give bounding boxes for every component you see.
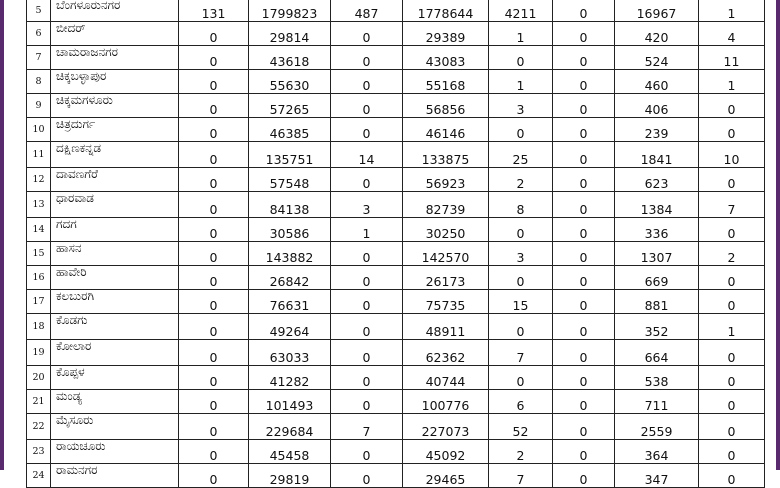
district-name-cell: ಧಾರವಾಡ [51,192,179,218]
value-cell-col-1: 0 [179,70,249,94]
serial-number-cell: 21 [27,390,51,414]
value-cell-col-4: 62362 [403,340,489,366]
serial-number-cell: 20 [27,366,51,390]
district-name-cell: ಮೈಸೂರು [51,414,179,440]
table-row [27,366,765,390]
value-cell-col-5: 7 [489,464,553,488]
value-cell-col-5: 4211 [489,0,553,22]
value-cell-col-2: 55630 [249,70,331,94]
value-cell-col-7: 16967 [615,0,699,22]
value-cell-col-7: 2559 [615,414,699,440]
value-cell-col-4: 133875 [403,142,489,168]
value-cell-col-6: 0 [553,266,615,290]
value-cell-col-2: 45458 [249,440,331,464]
district-name-cell: ಚಿತ್ರದುರ್ಗ [51,118,179,142]
value-cell-col-6: 0 [553,192,615,218]
value-cell-col-8: 2 [699,242,765,266]
value-cell-col-4: 227073 [403,414,489,440]
value-cell-col-5: 0 [489,218,553,242]
serial-number-cell: 23 [27,440,51,464]
value-cell-col-3: 7 [331,414,403,440]
value-cell-col-6: 0 [553,366,615,390]
value-cell-col-7: 623 [615,168,699,192]
serial-number-cell: 11 [27,142,51,168]
value-cell-col-7: 336 [615,218,699,242]
district-name-cell: ಕಲಬುರಗಿ [51,290,179,314]
table-row [27,414,765,440]
district-name-cell: ಕೊಪ್ಪಳ [51,366,179,390]
value-cell-col-5: 1 [489,22,553,46]
table-row [27,314,765,340]
value-cell-col-8: 7 [699,192,765,218]
value-cell-col-5: 3 [489,94,553,118]
value-cell-col-4: 56856 [403,94,489,118]
district-name-cell: ಕೋಲಾರ [51,340,179,366]
table-row [27,290,765,314]
value-cell-col-2: 63033 [249,340,331,366]
value-cell-col-2: 29819 [249,464,331,488]
value-cell-col-5: 25 [489,142,553,168]
value-cell-col-7: 364 [615,440,699,464]
district-name-cell: ಮಂಡ್ಯ [51,390,179,414]
serial-number-cell: 12 [27,168,51,192]
value-cell-col-6: 0 [553,168,615,192]
value-cell-col-4: 43083 [403,46,489,70]
value-cell-col-3: 0 [331,266,403,290]
value-cell-col-2: 46385 [249,118,331,142]
value-cell-col-3: 0 [331,46,403,70]
value-cell-col-8: 11 [699,46,765,70]
serial-number-cell: 15 [27,242,51,266]
district-name-cell: ದಕ್ಷಿಣಕನ್ನಡ [51,142,179,168]
value-cell-col-7: 538 [615,366,699,390]
value-cell-col-1: 0 [179,290,249,314]
value-cell-col-5: 0 [489,46,553,70]
value-cell-col-8: 0 [699,440,765,464]
value-cell-col-1: 0 [179,440,249,464]
value-cell-col-3: 487 [331,0,403,22]
serial-number-cell: 5 [27,0,51,22]
district-name-cell: ರಾಮನಗರ [51,464,179,488]
value-cell-col-8: 0 [699,290,765,314]
value-cell-col-2: 57548 [249,168,331,192]
table-row [27,94,765,118]
value-cell-col-2: 43618 [249,46,331,70]
value-cell-col-1: 0 [179,390,249,414]
page-frame-right [776,0,780,470]
value-cell-col-2: 29814 [249,22,331,46]
district-data-table [26,0,765,488]
value-cell-col-2: 143882 [249,242,331,266]
serial-number-cell: 7 [27,46,51,70]
value-cell-col-6: 0 [553,390,615,414]
serial-number-cell: 14 [27,218,51,242]
serial-number-cell: 6 [27,22,51,46]
value-cell-col-5: 2 [489,168,553,192]
value-cell-col-1: 0 [179,366,249,390]
value-cell-col-8: 0 [699,266,765,290]
value-cell-col-8: 0 [699,414,765,440]
value-cell-col-4: 82739 [403,192,489,218]
value-cell-col-8: 0 [699,218,765,242]
value-cell-col-7: 406 [615,94,699,118]
value-cell-col-8: 0 [699,366,765,390]
value-cell-col-7: 239 [615,118,699,142]
value-cell-col-2: 101493 [249,390,331,414]
value-cell-col-5: 0 [489,314,553,340]
value-cell-col-1: 0 [179,168,249,192]
district-name-cell: ಬೀದರ್ [51,22,179,46]
value-cell-col-8: 0 [699,464,765,488]
value-cell-col-7: 347 [615,464,699,488]
value-cell-col-6: 0 [553,22,615,46]
value-cell-col-3: 0 [331,290,403,314]
value-cell-col-7: 420 [615,22,699,46]
value-cell-col-1: 0 [179,314,249,340]
value-cell-col-3: 0 [331,366,403,390]
value-cell-col-4: 46146 [403,118,489,142]
serial-number-cell: 13 [27,192,51,218]
value-cell-col-5: 1 [489,70,553,94]
value-cell-col-6: 0 [553,94,615,118]
table-row [27,218,765,242]
value-cell-col-6: 0 [553,340,615,366]
value-cell-col-6: 0 [553,46,615,70]
value-cell-col-7: 1841 [615,142,699,168]
value-cell-col-7: 669 [615,266,699,290]
value-cell-col-3: 0 [331,340,403,366]
serial-number-cell: 18 [27,314,51,340]
table-row [27,168,765,192]
value-cell-col-5: 6 [489,390,553,414]
serial-number-cell: 17 [27,290,51,314]
table-row [27,440,765,464]
value-cell-col-1: 0 [179,266,249,290]
value-cell-col-3: 0 [331,22,403,46]
value-cell-col-4: 1778644 [403,0,489,22]
value-cell-col-1: 0 [179,340,249,366]
district-name-cell: ದಾವಣಗೆರೆ [51,168,179,192]
value-cell-col-1: 0 [179,464,249,488]
value-cell-col-3: 0 [331,314,403,340]
value-cell-col-3: 0 [331,440,403,464]
value-cell-col-4: 45092 [403,440,489,464]
value-cell-col-7: 352 [615,314,699,340]
district-name-cell: ಚಿಕ್ಕಮಗಳೂರು [51,94,179,118]
table-row [27,266,765,290]
value-cell-col-5: 3 [489,242,553,266]
district-name-cell: ಹಾವೇರಿ [51,266,179,290]
value-cell-col-8: 0 [699,390,765,414]
value-cell-col-2: 84138 [249,192,331,218]
value-cell-col-3: 1 [331,218,403,242]
value-cell-col-3: 0 [331,242,403,266]
value-cell-col-8: 1 [699,70,765,94]
value-cell-col-6: 0 [553,414,615,440]
value-cell-col-1: 131 [179,0,249,22]
serial-number-cell: 9 [27,94,51,118]
value-cell-col-5: 2 [489,440,553,464]
value-cell-col-7: 881 [615,290,699,314]
district-name-cell: ಗದಗ [51,218,179,242]
table-row [27,464,765,488]
value-cell-col-2: 1799823 [249,0,331,22]
value-cell-col-1: 0 [179,46,249,70]
table-row [27,340,765,366]
value-cell-col-6: 0 [553,118,615,142]
value-cell-col-4: 29389 [403,22,489,46]
value-cell-col-8: 10 [699,142,765,168]
value-cell-col-6: 0 [553,440,615,464]
district-name-cell: ಕೊಡಗು [51,314,179,340]
value-cell-col-3: 0 [331,118,403,142]
value-cell-col-2: 57265 [249,94,331,118]
table-row [27,118,765,142]
value-cell-col-8: 0 [699,118,765,142]
value-cell-col-4: 55168 [403,70,489,94]
value-cell-col-6: 0 [553,290,615,314]
value-cell-col-7: 711 [615,390,699,414]
value-cell-col-6: 0 [553,464,615,488]
district-table-body [27,0,765,488]
table-row [27,192,765,218]
value-cell-col-1: 0 [179,414,249,440]
value-cell-col-7: 664 [615,340,699,366]
value-cell-col-2: 229684 [249,414,331,440]
value-cell-col-1: 0 [179,142,249,168]
district-name-cell: ಬೆಂಗಳೂರುನಗರ [51,0,179,22]
value-cell-col-2: 41282 [249,366,331,390]
value-cell-col-5: 0 [489,366,553,390]
value-cell-col-8: 0 [699,94,765,118]
table-row [27,70,765,94]
value-cell-col-3: 0 [331,168,403,192]
value-cell-col-5: 8 [489,192,553,218]
value-cell-col-6: 0 [553,242,615,266]
district-name-cell: ಚಿಕ್ಕಬಳ್ಳಾಪುರ [51,70,179,94]
value-cell-col-4: 75735 [403,290,489,314]
value-cell-col-2: 135751 [249,142,331,168]
value-cell-col-4: 30250 [403,218,489,242]
serial-number-cell: 19 [27,340,51,366]
value-cell-col-1: 0 [179,218,249,242]
district-name-cell: ಹಾಸನ [51,242,179,266]
value-cell-col-3: 0 [331,390,403,414]
value-cell-col-4: 142570 [403,242,489,266]
value-cell-col-4: 100776 [403,390,489,414]
value-cell-col-3: 14 [331,142,403,168]
value-cell-col-1: 0 [179,192,249,218]
value-cell-col-8: 1 [699,0,765,22]
value-cell-col-3: 0 [331,464,403,488]
value-cell-col-6: 0 [553,0,615,22]
value-cell-col-5: 7 [489,340,553,366]
value-cell-col-4: 48911 [403,314,489,340]
value-cell-col-6: 0 [553,70,615,94]
value-cell-col-5: 0 [489,118,553,142]
value-cell-col-5: 15 [489,290,553,314]
value-cell-col-7: 1384 [615,192,699,218]
value-cell-col-3: 0 [331,70,403,94]
value-cell-col-6: 0 [553,218,615,242]
serial-number-cell: 24 [27,464,51,488]
value-cell-col-4: 56923 [403,168,489,192]
value-cell-col-4: 26173 [403,266,489,290]
value-cell-col-1: 0 [179,22,249,46]
value-cell-col-7: 1307 [615,242,699,266]
value-cell-col-8: 1 [699,314,765,340]
value-cell-col-8: 4 [699,22,765,46]
value-cell-col-2: 76631 [249,290,331,314]
district-name-cell: ಚಾಮರಾಜನಗರ [51,46,179,70]
value-cell-col-2: 26842 [249,266,331,290]
value-cell-col-5: 52 [489,414,553,440]
value-cell-col-6: 0 [553,142,615,168]
value-cell-col-3: 3 [331,192,403,218]
table-row [27,242,765,266]
serial-number-cell: 10 [27,118,51,142]
value-cell-col-6: 0 [553,314,615,340]
table-row [27,142,765,168]
serial-number-cell: 16 [27,266,51,290]
value-cell-col-8: 0 [699,168,765,192]
value-cell-col-1: 0 [179,242,249,266]
table-row [27,0,765,22]
district-name-cell: ರಾಯಚೂರು [51,440,179,464]
value-cell-col-4: 29465 [403,464,489,488]
value-cell-col-7: 524 [615,46,699,70]
value-cell-col-5: 0 [489,266,553,290]
serial-number-cell: 8 [27,70,51,94]
value-cell-col-8: 0 [699,340,765,366]
value-cell-col-1: 0 [179,118,249,142]
value-cell-col-2: 30586 [249,218,331,242]
value-cell-col-4: 40744 [403,366,489,390]
value-cell-col-3: 0 [331,94,403,118]
table-row [27,22,765,46]
value-cell-col-7: 460 [615,70,699,94]
value-cell-col-2: 49264 [249,314,331,340]
table-row [27,390,765,414]
table-row [27,46,765,70]
value-cell-col-1: 0 [179,94,249,118]
document-page [4,0,776,487]
serial-number-cell: 22 [27,414,51,440]
